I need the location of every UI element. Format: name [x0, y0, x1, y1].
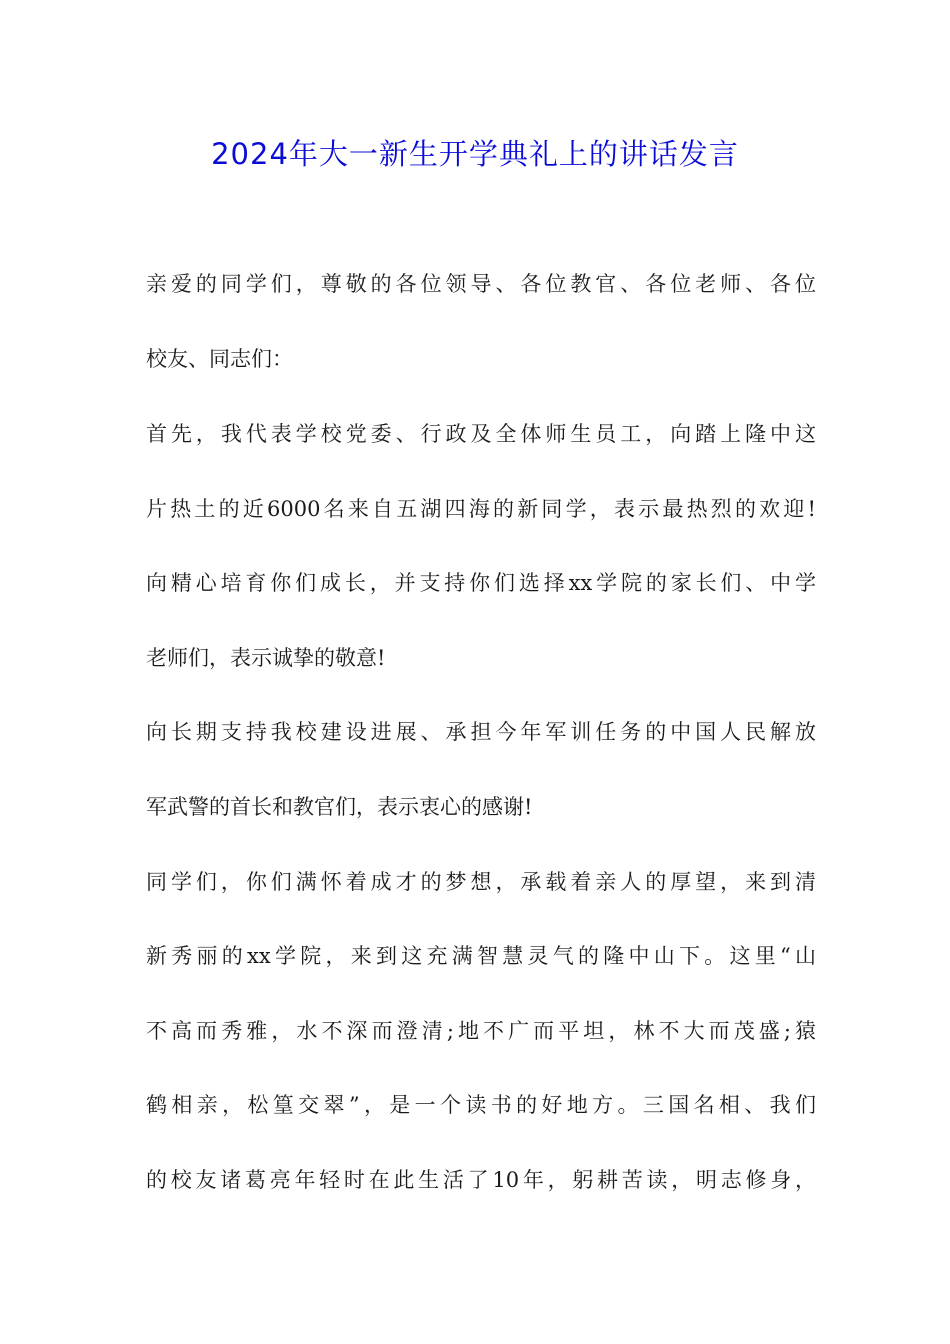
body-line: 片热土的近6000名来自五湖四海的新同学，表示最热烈的欢迎!	[146, 497, 816, 521]
body-line: 新秀丽的xx学院，来到这充满智慧灵气的隆中山下。这里“山	[146, 944, 816, 968]
body-line: 校友、同志们：	[146, 347, 293, 371]
body-line: 军武警的首长和教官们，表示衷心的感谢!	[146, 795, 533, 819]
body-line: 鹤相亲，松篁交翠”，是一个读书的好地方。三国名相、我们	[146, 1093, 816, 1117]
body-line: 首先，我代表学校党委、行政及全体师生员工，向踏上隆中这	[146, 422, 816, 446]
body-line: 不高而秀雅，水不深而澄清;地不广而平坦，林不大而茂盛;猿	[146, 1019, 816, 1043]
body-line: 亲爱的同学们，尊敬的各位领导、各位教官、各位老师、各位	[146, 272, 816, 296]
body-line: 老师们，表示诚挚的敬意!	[146, 646, 386, 670]
body-line: 向长期支持我校建设进展、承担今年军训任务的中国人民解放	[146, 720, 816, 744]
body-line: 向精心培育你们成长，并支持你们选择xx学院的家长们、中学	[146, 571, 816, 595]
document-title: 2024年大一新生开学典礼上的讲话发言	[211, 137, 739, 171]
body-line: 同学们，你们满怀着成才的梦想，承载着亲人的厚望，来到清	[146, 870, 816, 894]
body-line: 的校友诸葛亮年轻时在此生活了10年，躬耕苦读，明志修身，	[146, 1168, 816, 1192]
